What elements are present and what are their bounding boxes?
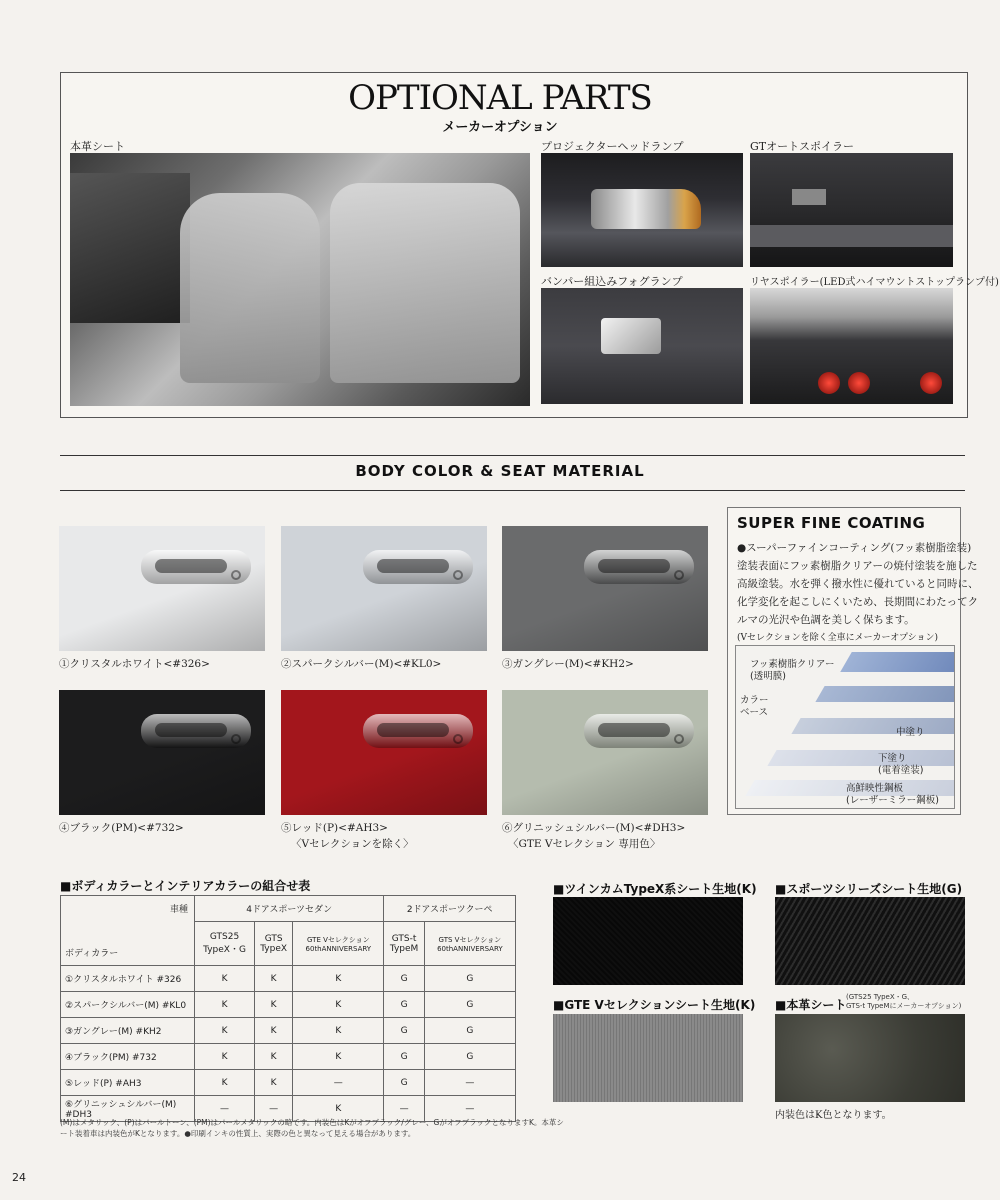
column-header-line: 60thANNIVERSARY <box>437 944 503 953</box>
table-note: ート装着車は内装色がKとなります。●印刷インキの性質上、実際の色と異なって見える場合があります。 <box>60 1129 416 1138</box>
fabric-title-leather <box>775 996 846 1013</box>
body-color-title: BODY COLOR & SEAT MATERIAL <box>355 462 645 480</box>
table-row <box>61 1070 516 1096</box>
fabric-title-leather-text: ■本革シート <box>775 998 847 1012</box>
color-swatch-crystal-white <box>59 526 265 651</box>
fabric-title-gte: ■GTE Vセレクションシート生地(K) <box>553 998 756 1012</box>
row-color-name: ③ガングレー(M) #KH2 <box>61 1018 195 1044</box>
optional-parts-subtitle: メーカーオプション <box>442 120 558 135</box>
column-header-line: GTS <box>264 933 283 944</box>
bumper-fog-lamp-photo <box>541 288 743 404</box>
caption-leather-seat: 本革シート <box>70 140 125 153</box>
row-color-name: ⑥グリニッシュシルバー(M) #DH3 <box>61 1096 195 1122</box>
table-cell: K <box>195 1070 255 1096</box>
leather-note-line: (GTS25 TypeX・G、 <box>846 993 915 1001</box>
row-color-name: ①クリスタルホワイト #326 <box>61 966 195 992</box>
layer-label: 中塗り <box>896 727 925 738</box>
table-row <box>61 966 516 992</box>
coating-body-line: ルマの光沢や色調を美しく保ちます。 <box>737 614 915 626</box>
table-corner-cell <box>61 896 195 966</box>
layer-sublabel: ベース <box>740 707 769 718</box>
table-cell: G <box>424 1018 515 1044</box>
table-column-header <box>384 922 424 966</box>
coating-body-line: 塗装表面にフッ素樹脂クリアーの焼付塗装を施した <box>737 560 978 572</box>
column-header-line: 60thANNIVERSARY <box>305 944 372 953</box>
layer-sublabel: (電着塗装) <box>878 765 924 776</box>
table-cell: — <box>293 1070 384 1096</box>
fabric-swatch-gte <box>553 1014 743 1102</box>
table-column-header <box>424 922 515 966</box>
coating-heading: ●スーパーファインコーティング(フッ素樹脂塗装) <box>737 542 972 554</box>
table-row <box>61 1018 516 1044</box>
column-header-line: GTS25 <box>209 932 240 942</box>
layer-label: 下塗り <box>878 753 907 764</box>
combination-table-title: ■ボディカラーとインテリアカラーの組合せ表 <box>60 879 311 893</box>
swatch-label: ⑤レッド(P)<#AH3> <box>281 822 388 834</box>
table-cell: G <box>384 1044 424 1070</box>
layer-label: 高鮮映性鋼板 <box>846 783 904 794</box>
color-swatch-spark-silver <box>281 526 487 651</box>
color-swatch-gun-grey <box>502 526 708 651</box>
section-rule-bottom <box>60 490 965 491</box>
coating-body-line: 化学変化を起こしにくいため、長期間にわたってク <box>737 596 979 608</box>
table-cell: G <box>424 966 515 992</box>
table-column-header <box>255 922 293 966</box>
swatch-label: ①クリスタルホワイト<#326> <box>59 658 210 670</box>
leather-color-note: 内装色はK色となります。 <box>775 1110 892 1121</box>
table-cell: K <box>293 1018 384 1044</box>
layer-sublabel: (透明膜) <box>750 671 786 682</box>
swatch-label: ③ガングレー(M)<#KH2> <box>502 658 634 670</box>
table-cell: K <box>195 1018 255 1044</box>
layer-label: フッ素樹脂クリアー <box>750 659 835 670</box>
table-cell: K <box>255 1044 293 1070</box>
column-header-line: TypeM <box>389 943 419 954</box>
color-combination-table <box>60 895 516 1122</box>
table-column-header <box>293 922 384 966</box>
table-cell: G <box>424 992 515 1018</box>
color-swatch-red <box>281 690 487 815</box>
optional-parts-title: OPTIONAL PARTS <box>348 78 652 118</box>
coating-layer-diagram <box>735 645 955 809</box>
rear-spoiler-photo <box>750 288 953 404</box>
fabric-title-twincam: ■ツインカムTypeX系シート生地(K) <box>553 882 757 896</box>
layer-label: カラー <box>740 695 769 706</box>
column-header-line: GTS-t <box>391 933 417 944</box>
projector-headlamp-photo <box>541 153 743 267</box>
table-cell: K <box>255 992 293 1018</box>
table-cell: — <box>384 1096 424 1122</box>
table-cell: — <box>424 1096 515 1122</box>
table-cell: K <box>255 1070 293 1096</box>
table-note: (M)はメタリック、(P)はパールトーン、(PM)はパールメタリックの略です。内装色はKがオフブラック/グレー、GがオフブラックとなりますK。本革シ <box>60 1118 564 1127</box>
table-cell: K <box>195 1044 255 1070</box>
row-color-name: ④ブラック(PM) #732 <box>61 1044 195 1070</box>
swatch-label: ②スパークシルバー(M)<#KL0> <box>281 658 442 670</box>
table-cell: — <box>255 1096 293 1122</box>
fabric-swatch-leather <box>775 1014 965 1102</box>
table-cell: K <box>293 1044 384 1070</box>
swatch-label: ④ブラック(PM)<#732> <box>59 822 184 834</box>
column-header-line: GTS Vセレクション <box>438 935 502 944</box>
caption-rear-spoiler: リヤスポイラー(LED式ハイマウントストップランプ付) <box>750 277 999 288</box>
leather-note-line: GTS-t TypeMにメーカーオプション) <box>846 1002 962 1010</box>
coating-body-line: 高級塗装。水を弾く撥水性に優れていると同時に、 <box>737 578 979 590</box>
table-cell: G <box>384 966 424 992</box>
column-header-line: TypeX・G <box>203 945 246 955</box>
gt-auto-spoiler-photo <box>750 153 953 267</box>
table-cell: K <box>195 966 255 992</box>
column-header-line: TypeX <box>260 943 288 954</box>
group-header-sedan: 4ドアスポーツセダン <box>195 896 384 922</box>
header-body-color: ボディカラー <box>65 949 119 959</box>
table-cell: K <box>293 992 384 1018</box>
swatch-note: 〈GTE Vセレクション 専用色〉 <box>508 838 661 850</box>
group-header-coupe: 2ドアスポーツクーペ <box>384 896 516 922</box>
table-cell: K <box>293 1096 384 1122</box>
column-header-line: GTE Vセレクション <box>307 935 370 944</box>
table-cell: K <box>195 992 255 1018</box>
coating-note: (Vセレクションを除く全車にメーカーオプション) <box>737 633 938 643</box>
fabric-swatch-sports <box>775 897 965 985</box>
table-cell: K <box>255 1018 293 1044</box>
table-cell: G <box>424 1044 515 1070</box>
caption-projector-headlamp: プロジェクターヘッドランプ <box>541 140 684 153</box>
section-rule-top <box>60 455 965 456</box>
caption-bumper-fog-lamp: バンパー組込みフォグランプ <box>541 275 683 288</box>
leather-note <box>846 993 961 1011</box>
table-cell: — <box>195 1096 255 1122</box>
table-row <box>61 992 516 1018</box>
page-number: 24 <box>12 1171 26 1184</box>
color-swatch-greenish-silver <box>502 690 708 815</box>
coating-title: SUPER FINE COATING <box>737 514 926 532</box>
swatch-label: ⑥グリニッシュシルバー(M)<#DH3> <box>502 822 686 834</box>
table-row <box>61 1044 516 1070</box>
row-color-name: ②スパークシルバー(M) #KL0 <box>61 992 195 1018</box>
table-cell: G <box>384 1070 424 1096</box>
table-cell: K <box>293 966 384 992</box>
leather-seat-photo <box>70 153 530 406</box>
table-cell: G <box>384 992 424 1018</box>
table-cell: — <box>424 1070 515 1096</box>
caption-gt-auto-spoiler: GTオートスポイラー <box>750 140 855 153</box>
layer-sublabel: (レーザーミラー鋼板) <box>846 795 939 806</box>
row-color-name: ⑤レッド(P) #AH3 <box>61 1070 195 1096</box>
table-column-header <box>195 922 255 966</box>
swatch-note: 〈Vセレクションを除く〉 <box>291 838 414 850</box>
header-model: 車種 <box>169 905 188 915</box>
fabric-swatch-twincam <box>553 897 743 985</box>
color-swatch-black <box>59 690 265 815</box>
table-cell: G <box>384 1018 424 1044</box>
table-cell: K <box>255 966 293 992</box>
fabric-title-sports: ■スポーツシリーズシート生地(G) <box>775 882 963 896</box>
